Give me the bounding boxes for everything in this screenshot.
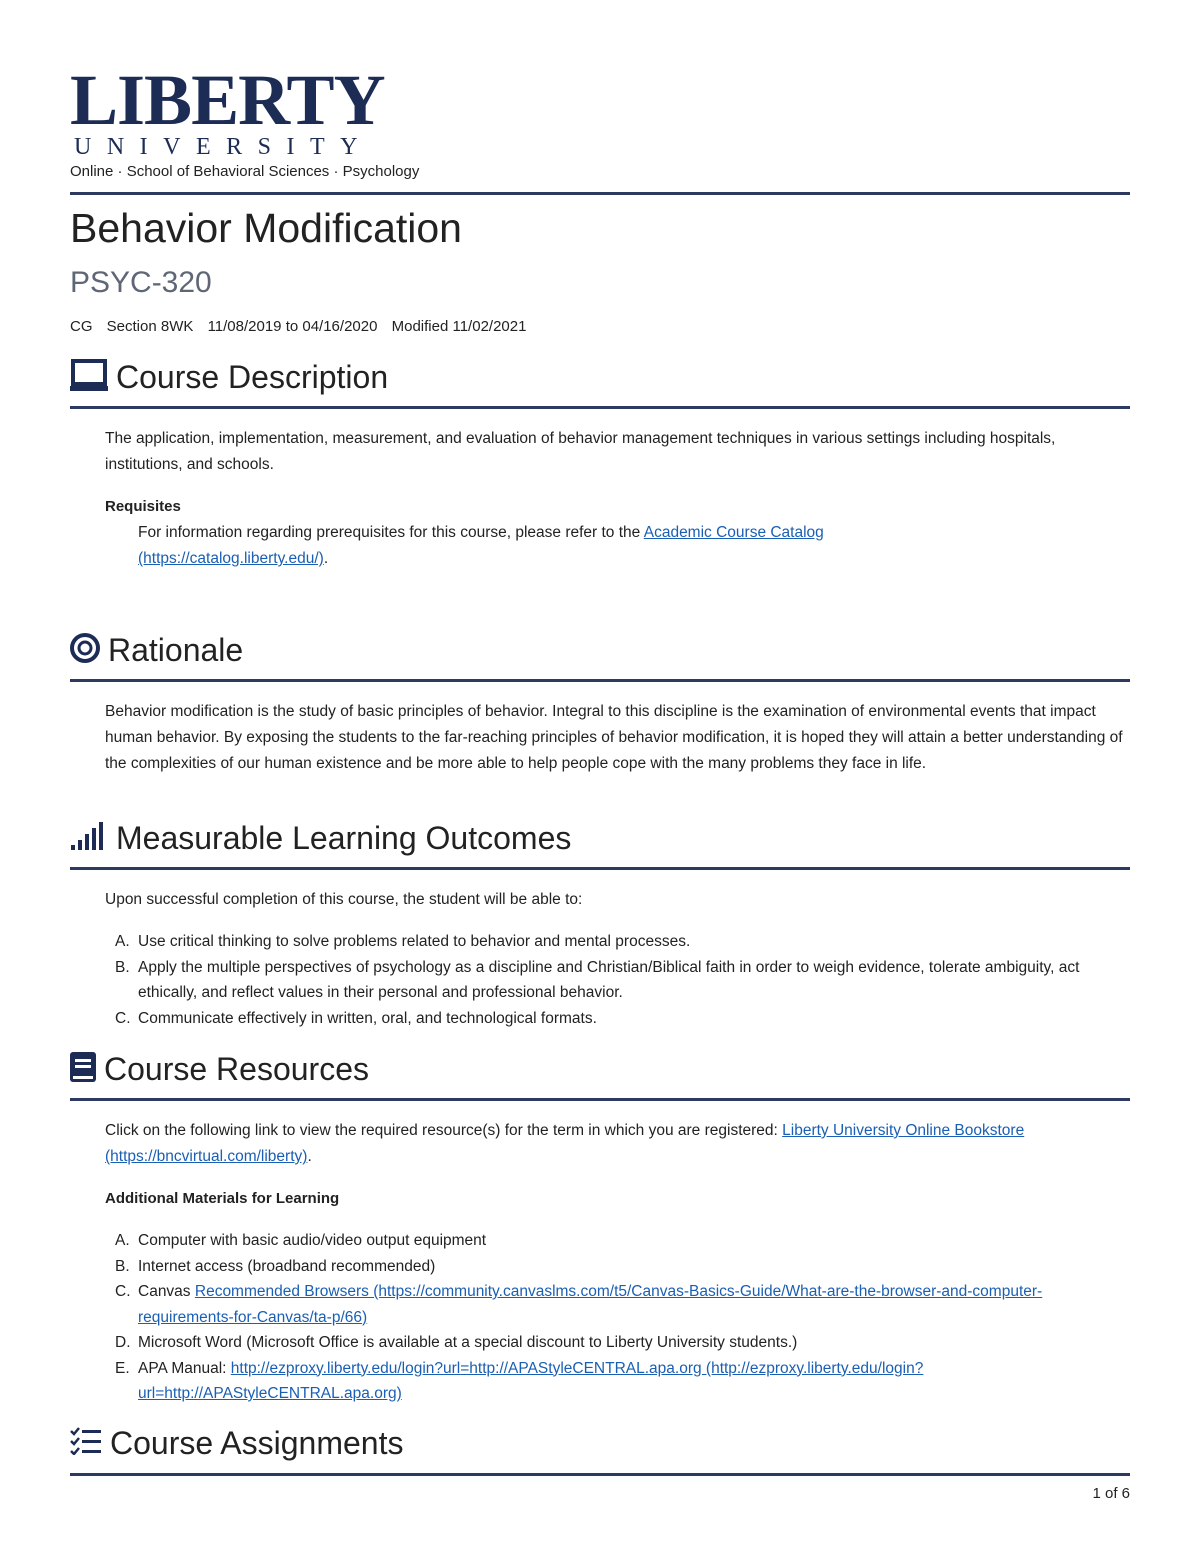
list-item-text: Internet access (broadband recommended) bbox=[138, 1257, 436, 1275]
resources-text bbox=[105, 1118, 1135, 1170]
meta-modified: Modified 11/02/2021 bbox=[391, 318, 527, 335]
page-number: 1 of 6 bbox=[1092, 1485, 1130, 1502]
section-title: Course Assignments bbox=[110, 1425, 404, 1461]
page-title: Behavior Modification bbox=[70, 205, 462, 251]
meta-section: Section 8WK bbox=[106, 318, 194, 335]
apa-link[interactable]: http://ezproxy.liberty.edu/login?url=http://APAStyleCENTRAL.apa.org (http://ezproxy.liberty.edu/login?url=http://APAStyleCENTRAL.apa.org) bbox=[138, 1359, 924, 1402]
list-item bbox=[105, 1279, 1135, 1330]
list-item-text: Computer with basic audio/video output equipment bbox=[138, 1232, 487, 1249]
book-icon bbox=[70, 1052, 96, 1087]
meta-dates: 11/08/2019 to 04/16/2020 bbox=[207, 318, 378, 335]
list-marker: B. bbox=[115, 1257, 130, 1275]
list-item bbox=[105, 1356, 1135, 1407]
bookstore-link[interactable]: Liberty University Online Bookstore (https://bncvirtual.com/liberty) bbox=[105, 1122, 1025, 1165]
section-title: Course Description bbox=[116, 359, 389, 395]
laptop-icon bbox=[70, 358, 108, 397]
section-divider bbox=[70, 679, 1130, 682]
requisites-end: . bbox=[323, 550, 329, 567]
course-meta bbox=[70, 318, 536, 335]
header-divider bbox=[70, 192, 1130, 195]
target-icon bbox=[70, 633, 100, 668]
list-marker: D. bbox=[115, 1334, 131, 1351]
list-marker: B. bbox=[115, 958, 130, 976]
meta-campus: CG bbox=[70, 318, 93, 335]
requisites-label: Requisites bbox=[105, 498, 181, 515]
section-title: Measurable Learning Outcomes bbox=[116, 820, 572, 856]
section-heading-assignments bbox=[70, 1425, 403, 1462]
section-heading-rationale bbox=[70, 632, 243, 669]
logo-line1: LIBERTY bbox=[70, 60, 385, 140]
section-divider bbox=[70, 1473, 1130, 1476]
section-heading-description bbox=[70, 358, 388, 397]
list-marker: A. bbox=[115, 1232, 130, 1249]
course-code: PSYC-320 bbox=[70, 266, 212, 299]
list-item bbox=[105, 1254, 1135, 1280]
section-divider bbox=[70, 1098, 1130, 1101]
signal-bars-icon bbox=[70, 821, 108, 856]
materials-label: Additional Materials for Learning bbox=[105, 1190, 340, 1207]
resources-end: . bbox=[307, 1148, 312, 1165]
logo-line2: UNIVERSITY bbox=[74, 134, 373, 160]
list-item bbox=[105, 929, 1135, 955]
requisites-text bbox=[138, 520, 938, 572]
description-text: The application, implementation, measurement, and evaluation of behavior management techniques in various settings including hospitals, institutions, and schools. bbox=[105, 430, 1056, 473]
list-item bbox=[105, 1228, 1135, 1254]
browsers-link[interactable]: Recommended Browsers (https://community.canvaslms.com/t5/Canvas-Basics-Guide/What-are-the-browser-and-computer-requirements-for-Canvas/ta-p/66) bbox=[138, 1283, 1043, 1326]
section-heading-outcomes bbox=[70, 820, 571, 857]
list-marker: A. bbox=[115, 933, 130, 950]
list-item bbox=[105, 955, 1135, 1006]
resources-body: Click on the following link to view the required resource(s) for the term in which you are registered: bbox=[105, 1122, 783, 1139]
materials-list bbox=[105, 1228, 1135, 1407]
section-divider bbox=[70, 406, 1130, 409]
section-heading-resources bbox=[70, 1051, 369, 1088]
list-marker: C. bbox=[115, 1009, 131, 1027]
checklist-icon bbox=[70, 1427, 102, 1460]
rationale-text: Behavior modification is the study of basic principles of behavior. Integral to this discipline is the examination of environmental events that impact human behavior. By exposing the students to the far-reaching principles of behavior modification, it is hoped they will attain a better understanding of the complexities of our human existence and be more able to help people cope with the many problems they face in life. bbox=[105, 703, 1123, 772]
section-title: Rationale bbox=[108, 632, 244, 668]
breadcrumb: Online · School of Behavioral Sciences · Psychology bbox=[70, 163, 420, 180]
section-title: Course Resources bbox=[104, 1051, 369, 1087]
list-item-text: APA Manual: bbox=[138, 1359, 231, 1377]
list-item bbox=[105, 1006, 1135, 1032]
list-item-text: Canvas bbox=[138, 1283, 195, 1300]
list-item-text: Use critical thinking to solve problems related to behavior and mental processes. bbox=[138, 933, 691, 950]
list-marker: E. bbox=[115, 1359, 130, 1377]
outcomes-intro: Upon successful completion of this course, the student will be able to: bbox=[105, 891, 583, 908]
list-item-text: Microsoft Word (Microsoft Office is available at a special discount to Liberty University students.) bbox=[138, 1334, 798, 1351]
list-marker: C. bbox=[115, 1283, 131, 1300]
list-item-text: Apply the multiple perspectives of psychology as a discipline and Christian/Biblical faith in order to weigh evidence, tolerate ambiguity, act ethically, and reflect values in their personal and professional behavior. bbox=[138, 958, 1080, 1001]
requisites-body: For information regarding prerequisites for this course, please refer to the bbox=[138, 524, 644, 541]
catalog-link[interactable]: Academic Course Catalog (https://catalog.liberty.edu/) bbox=[138, 524, 824, 567]
section-divider bbox=[70, 867, 1130, 870]
list-item bbox=[105, 1330, 1135, 1356]
list-item-text: Communicate effectively in written, oral, and technological formats. bbox=[138, 1009, 597, 1027]
outcomes-list bbox=[105, 929, 1135, 1031]
